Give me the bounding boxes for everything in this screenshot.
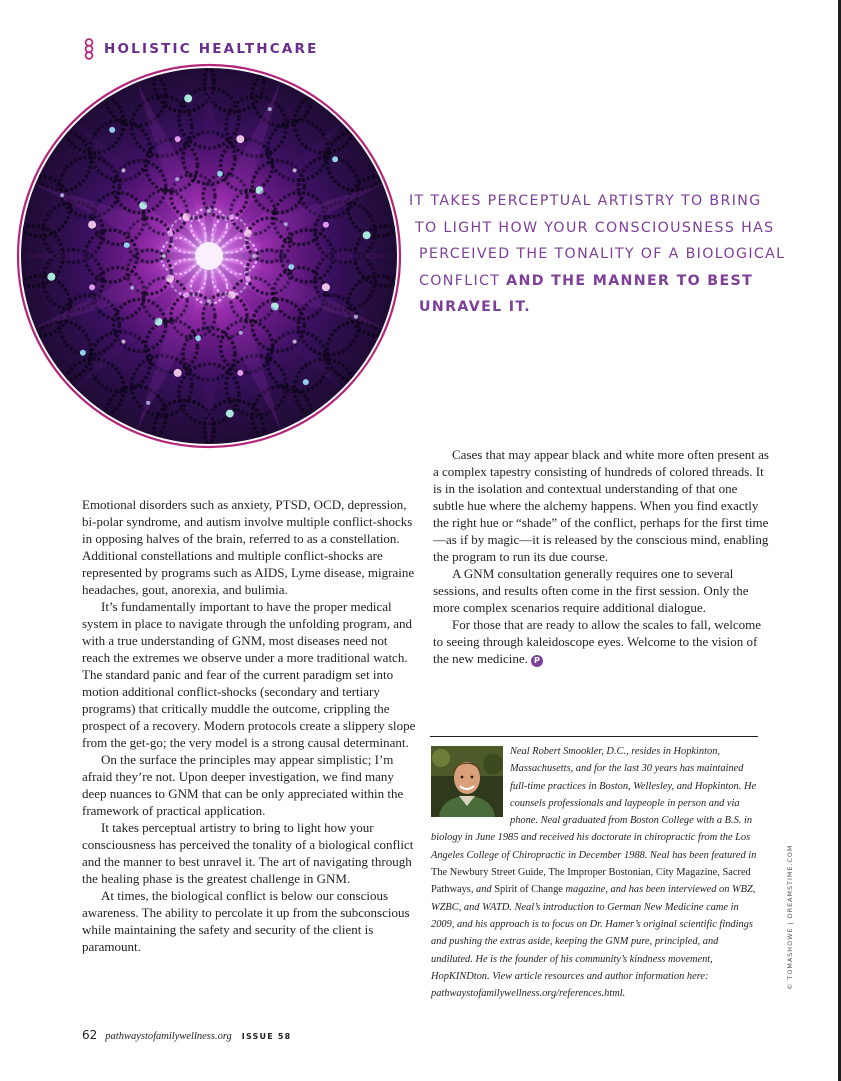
publication-name: The Newbury Street Guide <box>431 867 544 879</box>
pull-quote-line <box>405 268 825 295</box>
section-header <box>82 38 319 60</box>
paragraph: Cases that may appear black and white more often present as a complex tapestry consisting of hundreds of colored threads. It is in the isolation and contextual understanding of that one subtle hue where the alchemy happens. When you find exactly the right hue or “shade” of the conflict, perhaps for the first time—as if by magic—it is released by the conscious mind, enabling the program to run its due course. <box>433 447 769 564</box>
publication-name: Spirit of Change <box>494 884 563 896</box>
paragraph: It’s fundamentally important to have the proper medical system in place to navigate through the unfolding program, and with a true understanding of GNM, most diseases need not reach the extremes we observe under a more traditional watch. The standard panic and fear of the current paradigm set into motion additional conflict-shocks (secondary and tertiary programs) that critically muddle the outcome, crippling the prospect of a recovery. Modern protocols create a slippery slope from the get-go; the very model is a strong causal determinant. <box>82 599 416 750</box>
pull-quote-line: PERCEIVED THE TONALITY OF A BIOLOGICAL <box>419 246 786 263</box>
paragraph: On the surface the principles may appear simplistic; I’m afraid they’re not. Upon deeper investigation, we find many deep nuances to GNM that can be only appreciated within the framework of practical application. <box>82 752 404 818</box>
paragraph: At times, the biological conflict is below our conscious awareness. The ability to percolate it up from the subconscious while maintaining the safety and security of the client is paramount. <box>82 888 410 954</box>
pull-quote-line: IT TAKES PERCEPTUAL ARTISTRY TO BRING <box>409 193 762 209</box>
publication-name: The Improper Bostonian <box>548 867 651 879</box>
end-mark-icon: P <box>531 655 543 667</box>
bio-separator: , <box>543 867 549 879</box>
kaleidoscope-image <box>13 60 405 452</box>
page-footer <box>82 1028 291 1042</box>
photo-credit: © TOMASHOWE | DREAMSTIME.COM <box>786 844 794 990</box>
paragraph-text: For those that are ready to allow the scales to fall, welcome to seeing through kaleidoscope eyes. Welcome to the vision of the new medicine. <box>433 617 762 666</box>
paragraph: A GNM consultation generally requires one to several sessions, and results often come in the first session. Only the more complex scenarios require additional dialogue. <box>433 566 749 615</box>
right-column <box>433 446 771 667</box>
pull-quote-bold: UNRAVEL IT. <box>419 299 532 316</box>
bio-separator: , <box>717 867 723 879</box>
author-bio <box>431 743 761 1002</box>
bio-separator: , and <box>470 884 495 896</box>
paragraph <box>433 616 771 667</box>
publication-name: City Magazine <box>655 867 718 879</box>
photo-spacer <box>431 743 510 825</box>
bio-separator: , <box>650 867 656 879</box>
left-column <box>82 496 416 955</box>
pull-quote-line <box>405 294 825 321</box>
paragraph: Emotional disorders such as anxiety, PTSD, OCD, depression, bi-polar syndrome, and autism involve multiple conflict-shocks in opposing halves of the brain, referred to as a constellation. Additional constellations and multiple conflict-shocks are represented by programs such as AIDS, Lyme disease, migraine headaches, gout, anorexia, and bulimia. <box>82 497 415 597</box>
triple-ring-icon <box>82 38 96 60</box>
bio-divider <box>430 736 758 737</box>
issue-label: ISSUE 58 <box>241 1032 292 1041</box>
paragraph: It takes perceptual artistry to bring to light how your consciousness has perceived the tonality of a biological conflict and the manner to best unravel it. The art of navigating through the healing phase is the greatest challenge in GNM. <box>82 820 414 886</box>
pull-quote-text: CONFLICT <box>419 272 507 289</box>
section-label: HOLISTIC HEALTHCARE <box>104 41 319 57</box>
pull-quote-bold: AND THE MANNER TO BEST <box>506 272 754 289</box>
bio-text: Neal Robert Smookler, D.C., resides in Hopkinton, Massachusetts, and for the last 30 years has maintained full-time practices in Boston, Wellesley, and Hopkinton. He counsels professionals and laypeople in person and via phone. Neal graduated from Boston College with a B.S. in biology in June 1985 and received his doctorate in chiropractic from the Los Angeles College of Chiropractic in December 1988. Neal has been featured in <box>431 746 757 861</box>
pull-quote <box>405 188 825 321</box>
page-number: 62 <box>82 1028 98 1042</box>
pull-quote-line: TO LIGHT HOW YOUR CONSCIOUSNESS HAS <box>415 219 775 236</box>
site-url: pathwaystofamilywellness.org <box>105 1031 232 1042</box>
publication-name: Sacred Pathways <box>431 867 751 896</box>
bio-text: magazine, and has been interviewed on WBZ, WZBC, and WATD. Neal’s introduction to German New Medicine came in 2009, and his approach is to focus on Dr. Hamer’s original scientific findings and pushing the extras aside, keeping the GNM pure, principled, and undiluted. He is the founder of his community’s kindness movement, HopKINDton. View article resources and author information here: pathwaystofamilywellness.org/references.html. <box>431 884 756 1000</box>
